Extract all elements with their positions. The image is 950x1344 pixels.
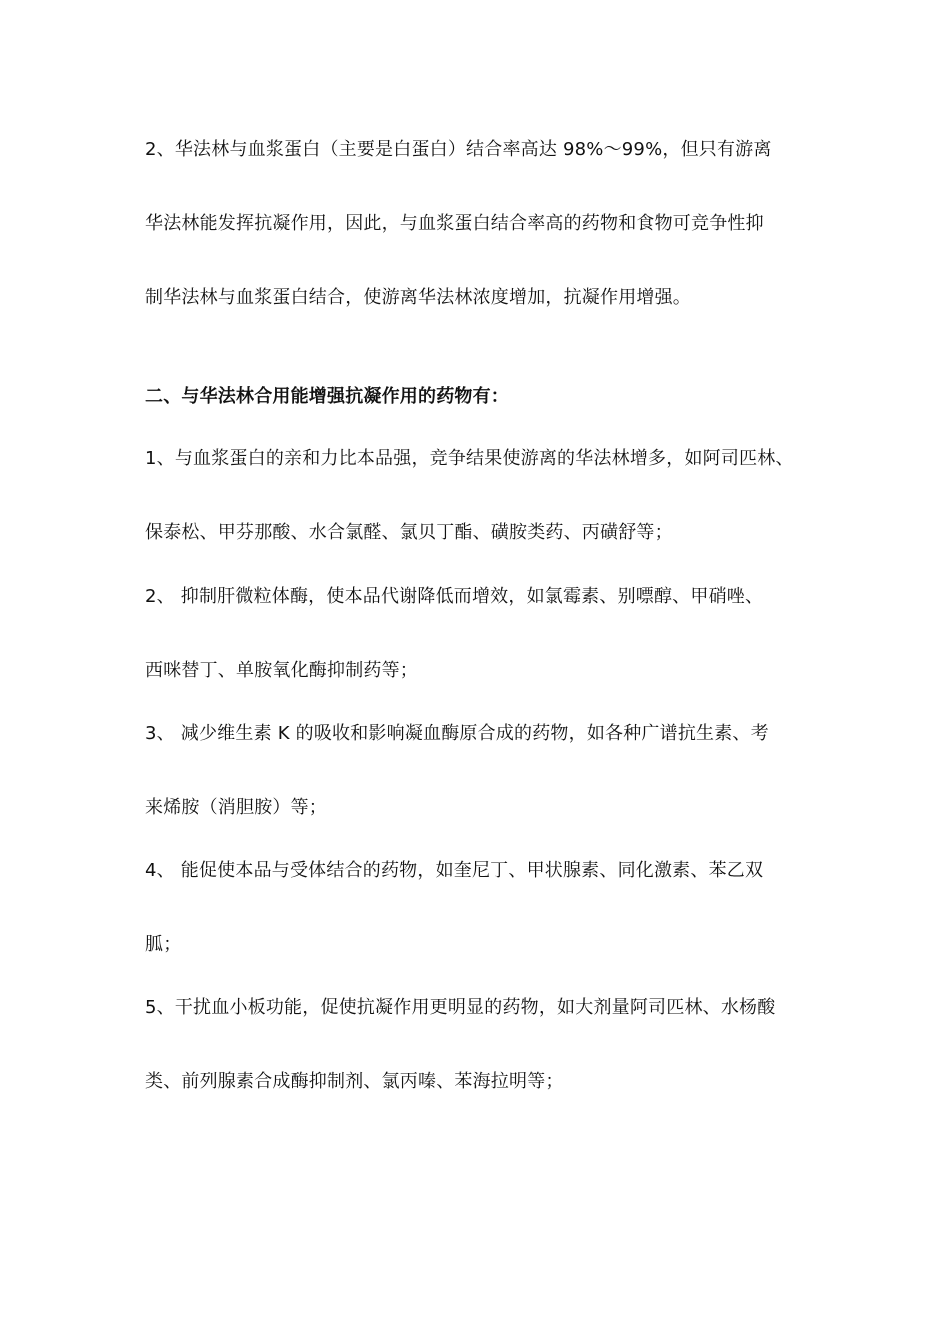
- list-item-line: 保泰松、甲芬那酸、水合氯醛、氯贝丁酯、磺胺类药、丙磺舒等；: [145, 522, 673, 543]
- list-item-line: 3、 减少维生素 K 的吸收和影响凝血酶原合成的药物，如各种广谱抗生素、考: [145, 723, 769, 744]
- list-item-line: 5、干扰血小板功能，促使抗凝作用更明显的药物，如大剂量阿司匹林、水杨酸: [145, 997, 776, 1018]
- list-item-line: 4、 能促使本品与受体结合的药物，如奎尼丁、甲状腺素、同化激素、苯乙双: [145, 860, 764, 881]
- list-item-line: 1、与血浆蛋白的亲和力比本品强，竞争结果使游离的华法林增多，如阿司匹林、: [145, 448, 794, 469]
- list-item-line: 西咪替丁、单胺氧化酶抑制药等；: [145, 660, 418, 681]
- paragraph-line: 制华法林与血浆蛋白结合，使游离华法林浓度增加，抗凝作用增强。: [145, 287, 691, 308]
- list-item-line: 胍；: [145, 934, 182, 955]
- section-heading: 二、与华法林合用能增强抗凝作用的药物有：: [145, 386, 509, 407]
- paragraph-line: 2、华法林与血浆蛋白（主要是白蛋白）结合率高达 98%～99%，但只有游离: [145, 139, 772, 160]
- list-item-line: 2、 抑制肝微粒体酶，使本品代谢降低而增效，如氯霉素、别嘌醇、甲硝唑、: [145, 586, 764, 607]
- list-item-line: 类、前列腺素合成酶抑制剂、氯丙嗪、苯海拉明等；: [145, 1071, 564, 1092]
- paragraph-line: 华法林能发挥抗凝作用，因此，与血浆蛋白结合率高的药物和食物可竞争性抑: [145, 213, 764, 234]
- list-item-line: 来烯胺（消胆胺）等；: [145, 797, 327, 818]
